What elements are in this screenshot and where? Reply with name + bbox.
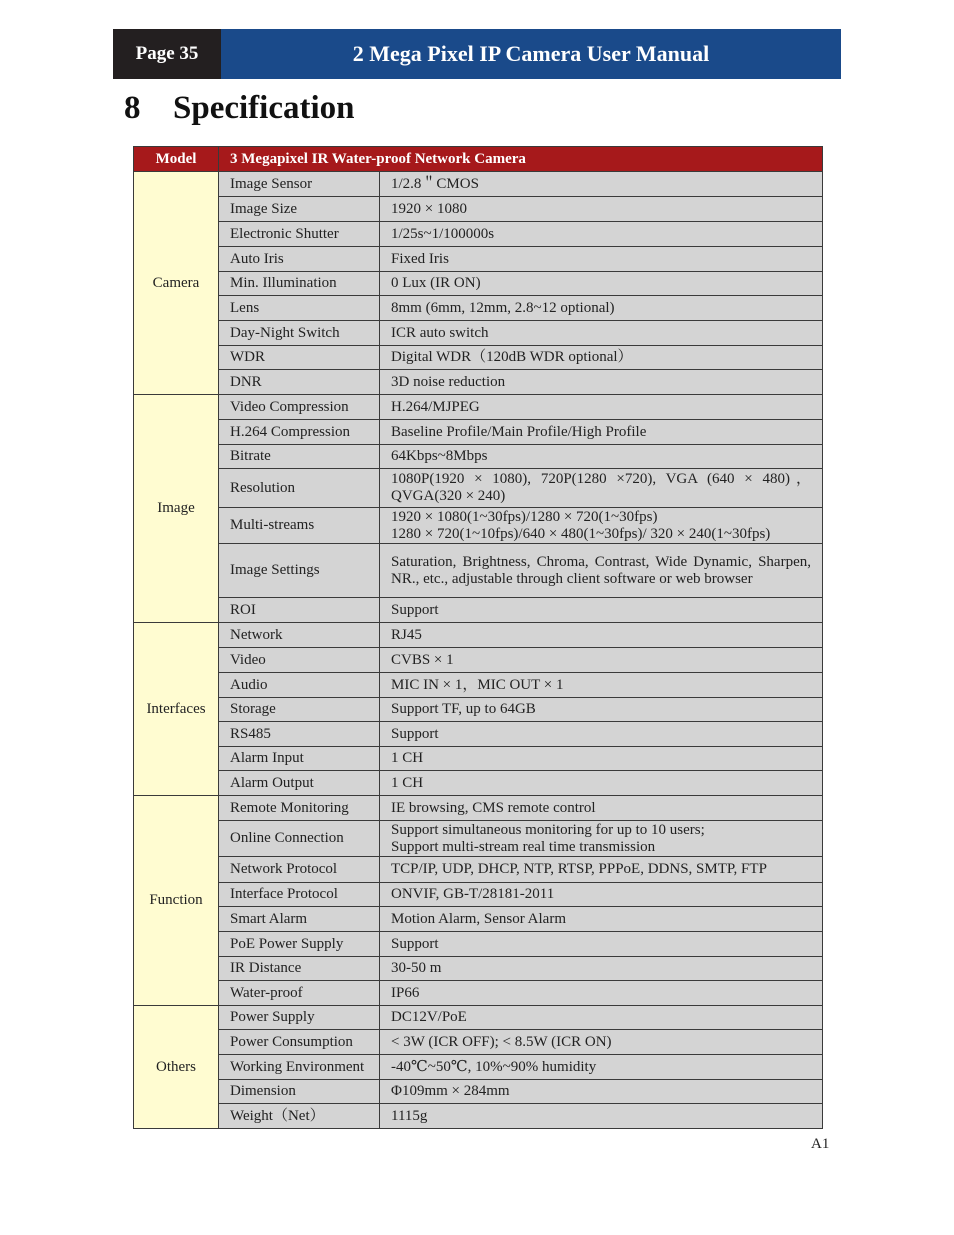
spec-key: Weight（Net） xyxy=(219,1104,380,1129)
spec-key: Dimension xyxy=(219,1080,380,1104)
table-row xyxy=(134,469,823,508)
spec-key: Alarm Input xyxy=(219,747,380,771)
table-row xyxy=(134,544,823,598)
specification-table xyxy=(133,146,823,1129)
spec-value: Baseline Profile/Main Profile/High Profile xyxy=(380,420,823,445)
spec-key: Audio xyxy=(219,673,380,698)
model-header: Model xyxy=(134,147,219,172)
table-row xyxy=(134,346,823,370)
spec-value: IP66 xyxy=(380,981,823,1006)
spec-value: Support TF, up to 64GB xyxy=(380,698,823,722)
table-row xyxy=(134,420,823,445)
table-row xyxy=(134,1104,823,1129)
table-row xyxy=(134,932,823,957)
spec-value: Saturation, Brightness, Chroma, Contrast, Wide Dynamic, Sharpen, NR., etc., adjustable through client software or web browser xyxy=(380,544,823,598)
spec-key: IR Distance xyxy=(219,957,380,981)
footer-label: A1 xyxy=(811,1136,830,1152)
spec-key: Resolution xyxy=(219,469,380,508)
table-row xyxy=(134,598,823,623)
category-cell: Others xyxy=(134,1006,219,1129)
spec-value: ONVIF, GB-T/28181-2011 xyxy=(380,883,823,907)
table-row xyxy=(134,172,823,197)
spec-key: Alarm Output xyxy=(219,771,380,796)
spec-key: Day-Night Switch xyxy=(219,321,380,346)
table-row xyxy=(134,296,823,321)
table-row xyxy=(134,981,823,1006)
spec-value: CVBS × 1 xyxy=(380,648,823,673)
section-number: 8 xyxy=(124,90,141,126)
spec-key: Storage xyxy=(219,698,380,722)
spec-value: 1920 × 1080 xyxy=(380,197,823,222)
table-row xyxy=(134,272,823,296)
spec-value: 1/2.8＂CMOS xyxy=(380,172,823,197)
spec-value: Support xyxy=(380,598,823,623)
table-row xyxy=(134,957,823,981)
spec-key: Working Environment xyxy=(219,1055,380,1080)
table-row xyxy=(134,1006,823,1030)
category-cell: Function xyxy=(134,796,219,1006)
section-title: Specification xyxy=(173,90,355,126)
spec-key: Network Protocol xyxy=(219,857,380,883)
spec-key: Water-proof xyxy=(219,981,380,1006)
spec-value: 1115g xyxy=(380,1104,823,1129)
table-row xyxy=(134,747,823,771)
spec-value: 1 CH xyxy=(380,771,823,796)
spec-value: 8mm (6mm, 12mm, 2.8~12 optional) xyxy=(380,296,823,321)
spec-key: DNR xyxy=(219,370,380,395)
spec-value: TCP/IP, UDP, DHCP, NTP, RTSP, PPPoE, DDNS, SMTP, FTP xyxy=(380,857,823,883)
spec-value: Support xyxy=(380,932,823,957)
spec-key: Video xyxy=(219,648,380,673)
spec-key: RS485 xyxy=(219,722,380,747)
spec-key: Remote Monitoring xyxy=(219,796,380,821)
spec-value: 1080P(1920 × 1080), 720P(1280 ×720), VGA (640 × 480)，QVGA(320 × 240) xyxy=(380,469,823,508)
spec-key: Network xyxy=(219,623,380,648)
manual-title: 2 Mega Pixel IP Camera User Manual xyxy=(221,29,841,79)
spec-key: Lens xyxy=(219,296,380,321)
spec-value: Fixed Iris xyxy=(380,247,823,272)
page-header xyxy=(113,29,841,79)
spec-value: DC12V/PoE xyxy=(380,1006,823,1030)
page-number: Page 35 xyxy=(113,29,221,79)
table-row xyxy=(134,445,823,469)
spec-value: ICR auto switch xyxy=(380,321,823,346)
spec-value: Φ109mm × 284mm xyxy=(380,1080,823,1104)
spec-value: < 3W (ICR OFF); < 8.5W (ICR ON) xyxy=(380,1030,823,1055)
spec-key: Electronic Shutter xyxy=(219,222,380,247)
table-row xyxy=(134,197,823,222)
table-row xyxy=(134,857,823,883)
spec-key: Multi-streams xyxy=(219,508,380,544)
spec-key: Image Size xyxy=(219,197,380,222)
spec-key: ROI xyxy=(219,598,380,623)
spec-key: Min. Illumination xyxy=(219,272,380,296)
table-row xyxy=(134,222,823,247)
spec-value: IE browsing, CMS remote control xyxy=(380,796,823,821)
table-row xyxy=(134,673,823,698)
spec-value: -40℃~50℃, 10%~90% humidity xyxy=(380,1055,823,1080)
spec-value: 1920 × 1080(1~30fps)/1280 × 720(1~30fps) 1280 × 720(1~10fps)/640 × 480(1~30fps)/ 320 × 240(1~30fps) xyxy=(380,508,823,544)
table-row xyxy=(134,1055,823,1080)
table-row xyxy=(134,698,823,722)
table-row xyxy=(134,907,823,932)
category-cell: Camera xyxy=(134,172,219,395)
product-name-header: 3 Megapixel IR Water-proof Network Camera xyxy=(219,147,823,172)
spec-value: Support xyxy=(380,722,823,747)
category-cell: Interfaces xyxy=(134,623,219,796)
spec-key: WDR xyxy=(219,346,380,370)
spec-key: Video Compression xyxy=(219,395,380,420)
table-row xyxy=(134,821,823,857)
spec-value: 0 Lux (IR ON) xyxy=(380,272,823,296)
table-row xyxy=(134,247,823,272)
table-row xyxy=(134,623,823,648)
table-header-row xyxy=(134,147,823,172)
spec-value: Motion Alarm, Sensor Alarm xyxy=(380,907,823,932)
spec-value: MIC IN × 1，MIC OUT × 1 xyxy=(380,673,823,698)
table-row xyxy=(134,648,823,673)
spec-key: Smart Alarm xyxy=(219,907,380,932)
spec-value: 1/25s~1/100000s xyxy=(380,222,823,247)
spec-value: 64Kbps~8Mbps xyxy=(380,445,823,469)
spec-key: Auto Iris xyxy=(219,247,380,272)
table-row xyxy=(134,771,823,796)
spec-key: Interface Protocol xyxy=(219,883,380,907)
spec-value: Support simultaneous monitoring for up to 10 users; Support multi-stream real time transmission xyxy=(380,821,823,857)
spec-value: 3D noise reduction xyxy=(380,370,823,395)
spec-value: Digital WDR（120dB WDR optional） xyxy=(380,346,823,370)
spec-key: PoE Power Supply xyxy=(219,932,380,957)
table-row xyxy=(134,508,823,544)
table-row xyxy=(134,796,823,821)
category-cell: Image xyxy=(134,395,219,623)
spec-key: Image Sensor xyxy=(219,172,380,197)
spec-key: Power Supply xyxy=(219,1006,380,1030)
table-row xyxy=(134,1080,823,1104)
spec-key: Bitrate xyxy=(219,445,380,469)
table-row xyxy=(134,321,823,346)
table-row xyxy=(134,395,823,420)
spec-key: H.264 Compression xyxy=(219,420,380,445)
table-row xyxy=(134,722,823,747)
spec-key: Online Connection xyxy=(219,821,380,857)
spec-value: 30-50 m xyxy=(380,957,823,981)
table-row xyxy=(134,1030,823,1055)
spec-value: 1 CH xyxy=(380,747,823,771)
spec-value: H.264/MJPEG xyxy=(380,395,823,420)
spec-key: Power Consumption xyxy=(219,1030,380,1055)
section-heading xyxy=(124,90,354,127)
table-row xyxy=(134,370,823,395)
table-row xyxy=(134,883,823,907)
spec-key: Image Settings xyxy=(219,544,380,598)
spec-value: RJ45 xyxy=(380,623,823,648)
